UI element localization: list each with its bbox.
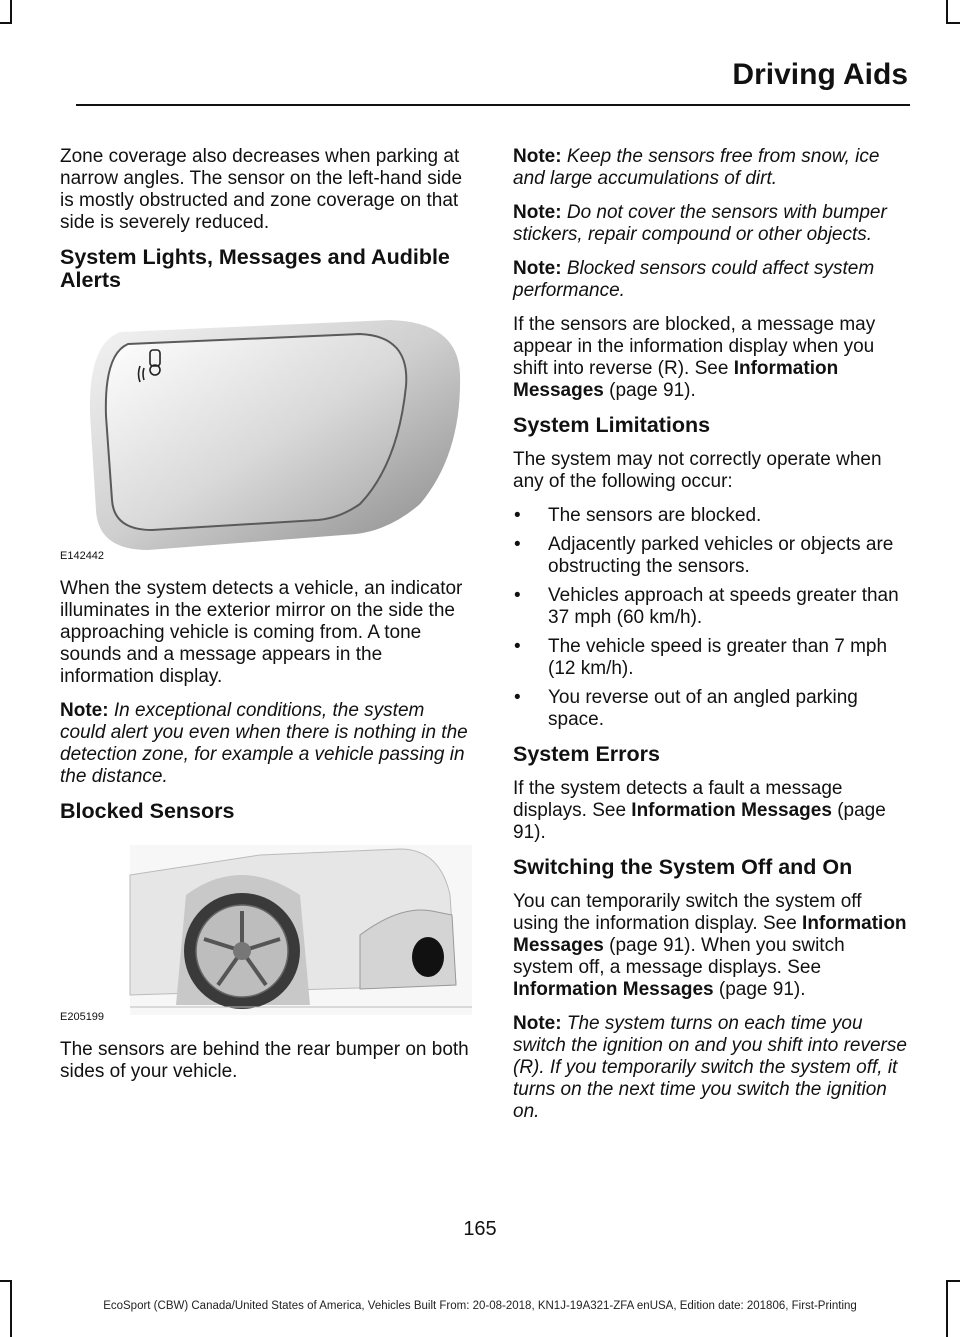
cross-reference-link[interactable]: Information Messages — [513, 358, 839, 401]
note-text: In exceptional conditions, the system could alert you even when there is nothing in the detection zone, for example a vehicle passing in the distance. — [60, 700, 468, 787]
crop-mark — [10, 0, 12, 24]
cross-reference-link[interactable]: Information Messages — [513, 979, 714, 1000]
crop-mark — [0, 22, 12, 24]
note-keep-sensors-free — [513, 146, 907, 190]
mirror-illustration — [60, 304, 472, 562]
heading-switching-off-on: Switching the System Off and On — [513, 855, 853, 879]
figure-rear-bumper — [60, 835, 472, 1023]
page-number: 165 — [463, 1218, 497, 1240]
crop-mark — [946, 1280, 960, 1282]
paragraph-limitations-intro: The system may not correctly operate when any of the following occur: — [513, 449, 882, 492]
note-exceptional-conditions — [60, 700, 472, 788]
section-title: Driving Aids — [732, 58, 908, 91]
list-item: • Vehicles approach at speeds greater than 37 mph (60 km/h). — [513, 585, 907, 629]
crop-mark — [946, 22, 960, 24]
rear-bumper-illustration — [60, 835, 472, 1023]
heading-system-errors: System Errors — [513, 742, 660, 766]
paragraph-text: If the system detects a fault a message displays. See — [513, 778, 843, 821]
note-label: Note: — [513, 258, 562, 279]
note-blocked-sensors — [513, 258, 907, 302]
list-item: • The vehicle speed is greater than 7 mph (12 km/h). — [513, 636, 907, 680]
note-system-turns-on — [513, 1013, 907, 1123]
heading-system-limitations: System Limitations — [513, 413, 711, 437]
sensor-highlight-icon — [412, 937, 444, 977]
page-reference: (page 91). — [609, 380, 696, 401]
paragraph-system-errors — [513, 778, 907, 844]
right-column — [513, 146, 907, 1135]
note-text: Keep the sensors free from snow, ice and large accumulations of dirt. — [513, 146, 880, 189]
cross-reference-link[interactable]: Information Messages — [513, 913, 907, 956]
list-item: • You reverse out of an angled parking space. — [513, 687, 907, 731]
header-rule — [76, 104, 910, 106]
note-do-not-cover — [513, 202, 907, 246]
paragraph-indicator: When the system detects a vehicle, an indicator illuminates in the exterior mirror on the side the approaching vehicle is coming from. A tone sounds and a message appears in the information display. — [60, 578, 463, 687]
cross-reference-link[interactable]: Information Messages — [631, 800, 832, 821]
paragraph-switch-off — [513, 891, 907, 1001]
paragraph-zone-coverage: Zone coverage also decreases when parking at narrow angles. The sensor on the left-hand side is mostly obstructed and zone coverage on that side is severely reduced. — [60, 146, 463, 233]
note-text: The system turns on each time you switch the ignition on and you shift into reverse (R). If you temporarily switch the system off, it turns on the next time you switch the ignition on. — [513, 1013, 907, 1122]
paragraph-text: (page 91). When you switch system off, a message displays. See — [513, 935, 845, 978]
paragraph-sensor-location: The sensors are behind the rear bumper on both sides of your vehicle. — [60, 1039, 469, 1082]
footer-text: EcoSport (CBW) Canada/United States of America, Vehicles Built From: 20-08-2018, KN1J-19A321-ZFA enUSA, Edition date: 201806, First-Printing — [103, 1300, 857, 1312]
crop-mark — [0, 1280, 12, 1282]
page-reference: (page 91). — [718, 979, 806, 1000]
list-item: • Adjacently parked vehicles or objects are obstructing the sensors. — [513, 534, 907, 578]
paragraph-blocked-message — [513, 314, 907, 402]
note-label: Note: — [60, 700, 109, 721]
note-label: Note: — [513, 202, 562, 223]
heading-blocked-sensors: Blocked Sensors — [60, 799, 235, 823]
note-label: Note: — [513, 1013, 562, 1034]
page-reference: (page 91). — [513, 800, 886, 843]
paragraph-text: You can temporarily switch the system off using the information display. See — [513, 891, 862, 934]
paragraph-text: If the sensors are blocked, a message may appear in the information display when you shift into reverse (R). See — [513, 314, 876, 379]
figure-code: E205199 — [60, 1011, 105, 1023]
figure-mirror — [60, 304, 472, 562]
limitations-list — [513, 505, 907, 731]
heading-system-lights: System Lights, Messages and Audible Alerts — [60, 245, 450, 292]
list-item: • The sensors are blocked. — [513, 505, 907, 527]
note-text: Do not cover the sensors with bumper stickers, repair compound or other objects. — [513, 202, 887, 245]
figure-code: E142442 — [60, 550, 105, 562]
left-column — [60, 146, 472, 1095]
note-label: Note: — [513, 146, 562, 167]
crop-mark — [946, 0, 948, 24]
note-text: Blocked sensors could affect system performance. — [513, 258, 875, 301]
